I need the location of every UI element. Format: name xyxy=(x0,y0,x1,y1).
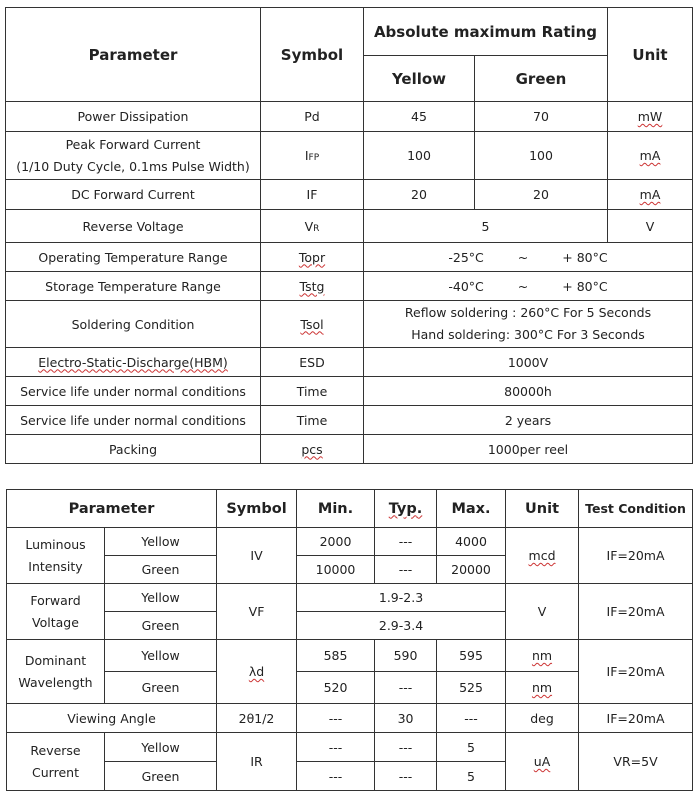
symbol-cell: Tstg xyxy=(261,272,364,301)
range-value: 1.9-2.3 xyxy=(297,584,506,612)
param-cell: Storage Temperature Range xyxy=(6,272,261,301)
param-cell: Power Dissipation xyxy=(6,102,261,132)
min-value: 585 xyxy=(297,640,375,672)
color-cell: Green xyxy=(105,672,217,704)
param-cell: Operating Temperature Range xyxy=(6,243,261,272)
color-cell: Green xyxy=(105,762,217,791)
condition-cell: IF=20mA xyxy=(579,528,693,584)
param-cell: Electro-Static-Discharge(HBM) xyxy=(6,348,261,377)
typ-value: --- xyxy=(375,762,437,791)
unit-cell: V xyxy=(608,210,693,243)
header-symbol: Symbol xyxy=(217,490,297,528)
rating-value: 5 xyxy=(364,210,608,243)
table-row xyxy=(7,640,693,672)
condition-cell: IF=20mA xyxy=(579,704,693,733)
color-cell: Yellow xyxy=(105,640,217,672)
table-row xyxy=(6,348,693,377)
symbol-cell: Pd xyxy=(261,102,364,132)
table-row xyxy=(7,584,693,612)
temperature-range: -40°C ~ + 80°C xyxy=(364,272,693,301)
condition-cell: VR=5V xyxy=(579,733,693,791)
symbol-cell: IR xyxy=(217,733,297,791)
symbol-cell: ESD xyxy=(261,348,364,377)
rating-value: 1000V xyxy=(364,348,693,377)
param-cell: Peak Forward Current (1/10 Duty Cycle, 0.1ms Pulse Width) xyxy=(6,132,261,180)
max-value: 5 xyxy=(437,733,506,762)
symbol-cell: Time xyxy=(261,406,364,435)
header-typ: Typ. xyxy=(375,490,437,528)
table-row xyxy=(6,210,693,243)
header-green: Green xyxy=(475,56,608,102)
color-cell: Green xyxy=(105,556,217,584)
rating-value: 80000h xyxy=(364,377,693,406)
electro-optical-characteristics-table xyxy=(6,489,693,791)
table-row xyxy=(6,301,693,348)
param-cell: Dominant Wavelength xyxy=(7,640,105,704)
temperature-range: -25°C ~ + 80°C xyxy=(364,243,693,272)
header-unit: Unit xyxy=(506,490,579,528)
typ-value: --- xyxy=(375,556,437,584)
max-value: --- xyxy=(437,704,506,733)
yellow-value: 20 xyxy=(364,180,475,210)
unit-cell: mA xyxy=(608,180,693,210)
table-row xyxy=(6,272,693,301)
symbol-cell: IFP xyxy=(261,132,364,180)
min-value: 10000 xyxy=(297,556,375,584)
header-symbol: Symbol xyxy=(261,8,364,102)
unit-cell: uA xyxy=(506,733,579,791)
symbol-cell: Topr xyxy=(261,243,364,272)
typ-value: --- xyxy=(375,528,437,556)
typ-value: --- xyxy=(375,672,437,704)
absolute-maximum-ratings-table xyxy=(5,7,693,464)
param-cell: Packing xyxy=(6,435,261,464)
param-cell: Service life under normal conditions xyxy=(6,406,261,435)
green-value: 70 xyxy=(475,102,608,132)
rating-value: 2 years xyxy=(364,406,693,435)
soldering-condition: Reflow soldering : 260°C For 5 Seconds Hand soldering: 300°C For 3 Seconds xyxy=(364,301,693,348)
header-absolute-maximum-rating: Absolute maximum Rating xyxy=(364,8,608,56)
param-cell: Reverse Current xyxy=(7,733,105,791)
typ-value: --- xyxy=(375,733,437,762)
color-cell: Green xyxy=(105,612,217,640)
max-value: 20000 xyxy=(437,556,506,584)
max-value: 4000 xyxy=(437,528,506,556)
symbol-cell: VR xyxy=(261,210,364,243)
table-row xyxy=(6,406,693,435)
symbol-cell: Tsol xyxy=(261,301,364,348)
min-value: 520 xyxy=(297,672,375,704)
param-cell: Forward Voltage xyxy=(7,584,105,640)
table-row xyxy=(6,243,693,272)
unit-cell: nm xyxy=(506,640,579,672)
param-cell: Luminous Intensity xyxy=(7,528,105,584)
unit-cell: mA xyxy=(608,132,693,180)
typ-value: 590 xyxy=(375,640,437,672)
header-yellow: Yellow xyxy=(364,56,475,102)
param-cell: DC Forward Current xyxy=(6,180,261,210)
condition-cell: IF=20mA xyxy=(579,640,693,704)
color-cell: Yellow xyxy=(105,528,217,556)
min-value: --- xyxy=(297,762,375,791)
green-value: 100 xyxy=(475,132,608,180)
table-row xyxy=(6,180,693,210)
unit-cell: deg xyxy=(506,704,579,733)
green-value: 20 xyxy=(475,180,608,210)
condition-cell: IF=20mA xyxy=(579,584,693,640)
max-value: 525 xyxy=(437,672,506,704)
param-cell: Soldering Condition xyxy=(6,301,261,348)
rating-value: 1000per reel xyxy=(364,435,693,464)
symbol-cell: λd xyxy=(217,640,297,704)
symbol-cell: IF xyxy=(261,180,364,210)
unit-cell: nm xyxy=(506,672,579,704)
table-row xyxy=(7,704,693,733)
header-unit: Unit xyxy=(608,8,693,102)
yellow-value: 100 xyxy=(364,132,475,180)
typ-value: 30 xyxy=(375,704,437,733)
header-test-condition: Test Condition xyxy=(579,490,693,528)
header-parameter: Parameter xyxy=(6,8,261,102)
param-cell: Viewing Angle xyxy=(7,704,217,733)
unit-cell: mcd xyxy=(506,528,579,584)
table-row xyxy=(6,377,693,406)
unit-cell: V xyxy=(506,584,579,640)
param-cell: Service life under normal conditions xyxy=(6,377,261,406)
unit-cell: mW xyxy=(608,102,693,132)
table-row xyxy=(6,132,693,180)
table-row xyxy=(7,733,693,762)
max-value: 5 xyxy=(437,762,506,791)
symbol-cell: pcs xyxy=(261,435,364,464)
header-parameter: Parameter xyxy=(7,490,217,528)
color-cell: Yellow xyxy=(105,733,217,762)
color-cell: Yellow xyxy=(105,584,217,612)
min-value: 2000 xyxy=(297,528,375,556)
symbol-cell: 2θ1/2 xyxy=(217,704,297,733)
header-max: Max. xyxy=(437,490,506,528)
min-value: --- xyxy=(297,704,375,733)
range-value: 2.9-3.4 xyxy=(297,612,506,640)
header-min: Min. xyxy=(297,490,375,528)
symbol-cell: Time xyxy=(261,377,364,406)
table-row xyxy=(7,528,693,556)
param-cell: Reverse Voltage xyxy=(6,210,261,243)
yellow-value: 45 xyxy=(364,102,475,132)
table-row xyxy=(6,102,693,132)
table-row xyxy=(6,435,693,464)
max-value: 595 xyxy=(437,640,506,672)
symbol-cell: IV xyxy=(217,528,297,584)
min-value: --- xyxy=(297,733,375,762)
symbol-cell: VF xyxy=(217,584,297,640)
